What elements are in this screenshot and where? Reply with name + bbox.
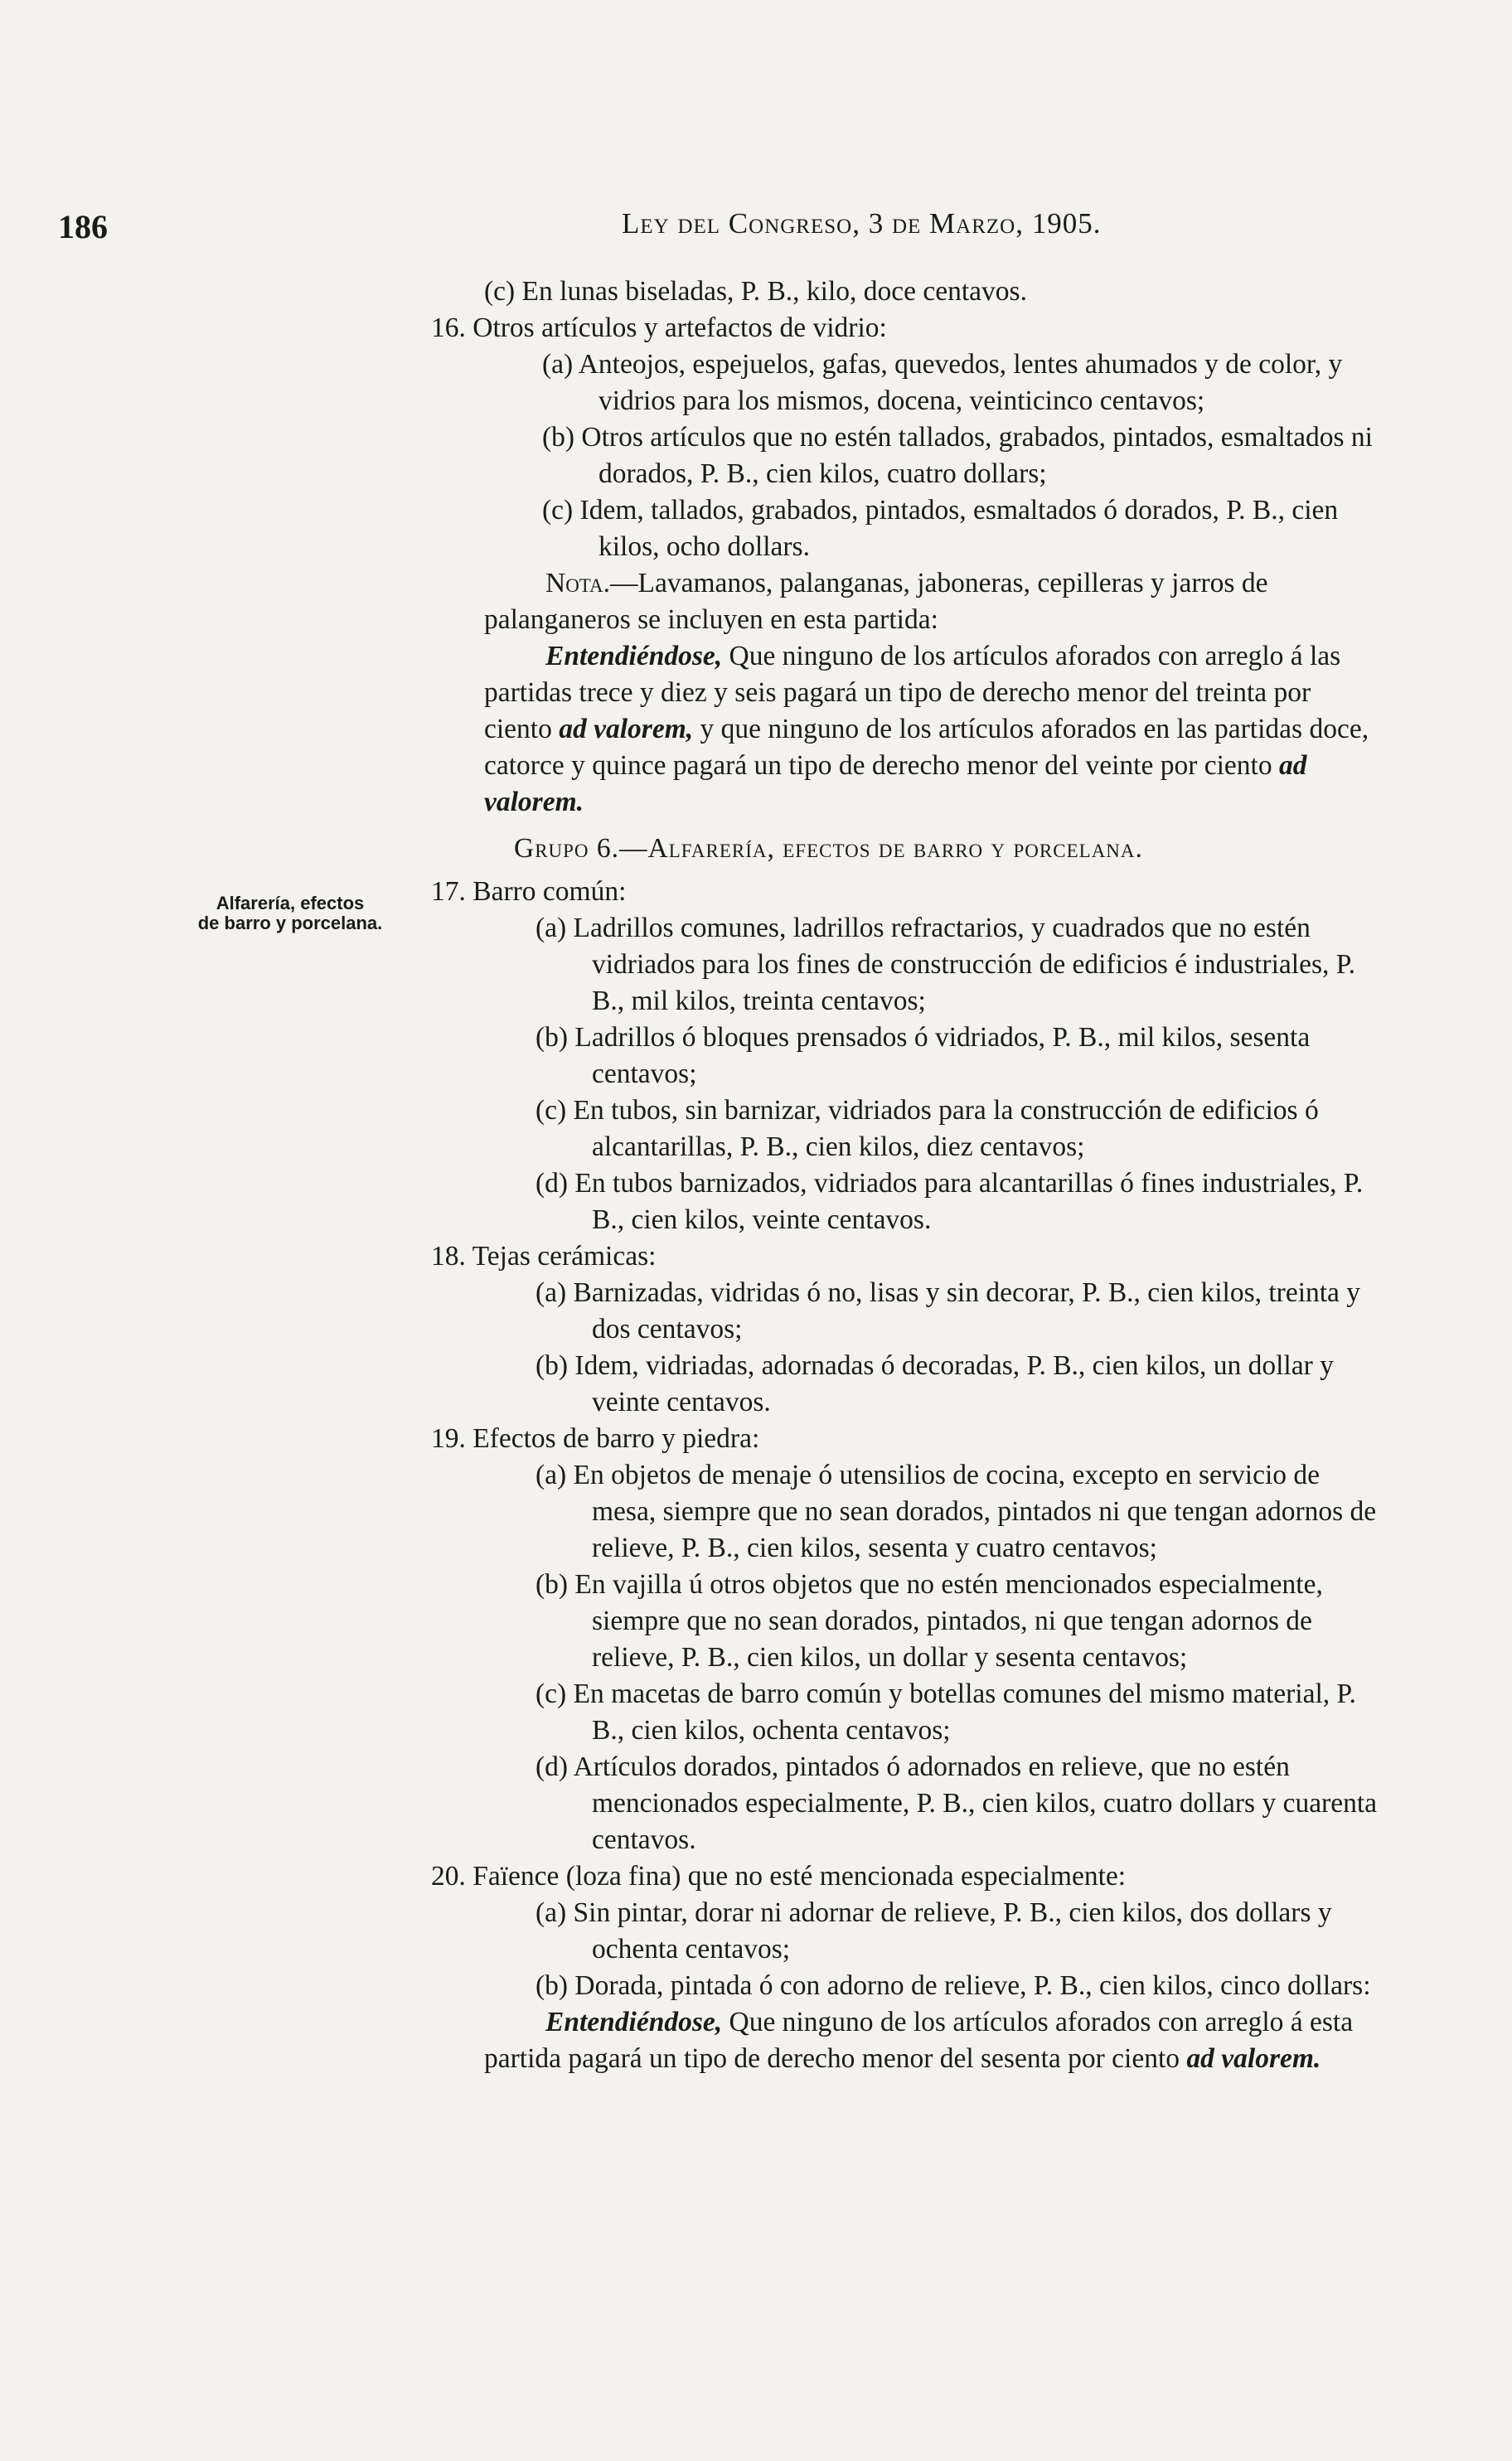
item-16a: (a) Anteojos, espejuelos, gafas, quevedos, lentes ahumados y de color, y vidrios para los mismos, docena, veinticinco centavos; (542, 349, 1343, 416)
sidenote-line: Alfarería, efectos (216, 893, 365, 913)
proviso-text: Que ninguno de los artículos aforados con arreglo á esta partida pagará un tipo de derecho menor del sesenta por ciento (484, 2007, 1354, 2074)
group-heading: Grupo 6.—Alfarería, efectos de barro y porcelana. (514, 833, 1143, 864)
proviso-paragraph (431, 2004, 1384, 2077)
item-18a: (a) Barnizadas, vidridas ó no, lisas y sin decorar, P. B., cien kilos, treinta y dos centavos; (536, 1277, 1361, 1344)
item-19a: (a) En objetos de menaje ó utensilios de cocina, excepto en servicio de mesa, siempre que no sean dorados, pintados ni que tengan adornos de relieve, P. B., cien kilos, sesenta y cuatro centavos; (536, 1460, 1377, 1563)
nota-text: —Lavamanos, palanganas, jaboneras, cepilleras y jarros de palanganeros se incluyen en esta partida: (484, 568, 1268, 635)
page-number: 186 (58, 208, 108, 245)
item-19b: (b) En vajilla ú otros objetos que no estén mencionados especialmente, siempre que no sean dorados, pintados, ni que tengan adornos de relieve, P. B., cien kilos, un dollar y sesenta centavos; (536, 1569, 1323, 1673)
body-text (431, 274, 1384, 2077)
sidenote-line: de barro y porcelana. (197, 913, 383, 933)
item-19d: (d) Artículos dorados, pintados ó adornados en relieve, que no estén mencionados especialmente, P. B., cien kilos, cuatro dollars y cuarenta centavos. (536, 1751, 1378, 1855)
item-17: 17. Barro común: (431, 876, 627, 907)
item-20b: (b) Dorada, pintada ó con adorno de relieve, P. B., cien kilos, cinco dollars: (536, 1970, 1371, 2001)
ad-valorem-term: ad valorem. (1186, 2043, 1321, 2074)
sidenote (124, 894, 456, 933)
item-19: 19. Efectos de barro y piedra: (431, 1423, 760, 1454)
item-17b: (b) Ladrillos ó bloques prensados ó vidriados, P. B., mil kilos, sesenta centavos; (536, 1022, 1311, 1089)
nota-paragraph (431, 565, 1384, 638)
item-19c: (c) En macetas de barro común y botellas comunes del mismo material, P. B., cien kilos, ochenta centavos; (536, 1679, 1356, 1746)
item-15c: (c) En lunas biseladas, P. B., kilo, doce centavos. (484, 276, 1027, 307)
item-17c: (c) En tubos, sin barnizar, vidriados para la construcción de edificios ó alcantarillas, P. B., cien kilos, diez centavos; (536, 1095, 1319, 1162)
nota-label: Nota. (545, 568, 610, 598)
item-16: 16. Otros artículos y artefactos de vidrio: (431, 312, 887, 343)
item-16c: (c) Idem, tallados, grabados, pintados, esmaltados ó dorados, P. B., cien kilos, ocho dollars. (542, 495, 1339, 562)
proviso-label: Entendiéndose, (545, 2007, 723, 2037)
item-16b: (b) Otros artículos que no estén tallados, grabados, pintados, esmaltados ni dorados, P. B., cien kilos, cuatro dollars; (542, 422, 1373, 489)
proviso-label: Entendiéndose, (545, 641, 723, 671)
item-18: 18. Tejas cerámicas: (431, 1241, 657, 1272)
proviso-text: y que ninguno de los artículos aforados en las partidas doce, catorce y quince pagará un tipo de derecho menor del veinte por ciento (484, 714, 1369, 781)
item-20a: (a) Sin pintar, dorar ni adornar de relieve, P. B., cien kilos, dos dollars y ochenta centavos; (536, 1897, 1332, 1964)
proviso-paragraph (431, 638, 1384, 821)
ad-valorem-term: ad valorem, (559, 714, 694, 744)
item-17d: (d) En tubos barnizados, vidriados para alcantarillas ó fines industriales, P. B., cien kilos, veinte centavos. (536, 1168, 1364, 1235)
item-20: 20. Faïence (loza fina) que no esté mencionada especialmente: (431, 1861, 1127, 1892)
running-head: Ley del Congreso, 3 de Marzo, 1905. (622, 207, 1102, 240)
item-18b: (b) Idem, vidriadas, adornadas ó decoradas, P. B., cien kilos, un dollar y veinte centavos. (536, 1350, 1334, 1417)
item-17a: (a) Ladrillos comunes, ladrillos refractarios, y cuadrados que no estén vidriados para los fines de construcción de edificios é industriales, P. B., mil kilos, treinta centavos; (536, 913, 1356, 1016)
ad-valorem-term: ad valorem. (484, 750, 1307, 817)
proviso-text: Que ninguno de los artículos aforados con arreglo á las partidas trece y diez y seis pagará un tipo de derecho menor del treinta por ciento (484, 641, 1341, 744)
